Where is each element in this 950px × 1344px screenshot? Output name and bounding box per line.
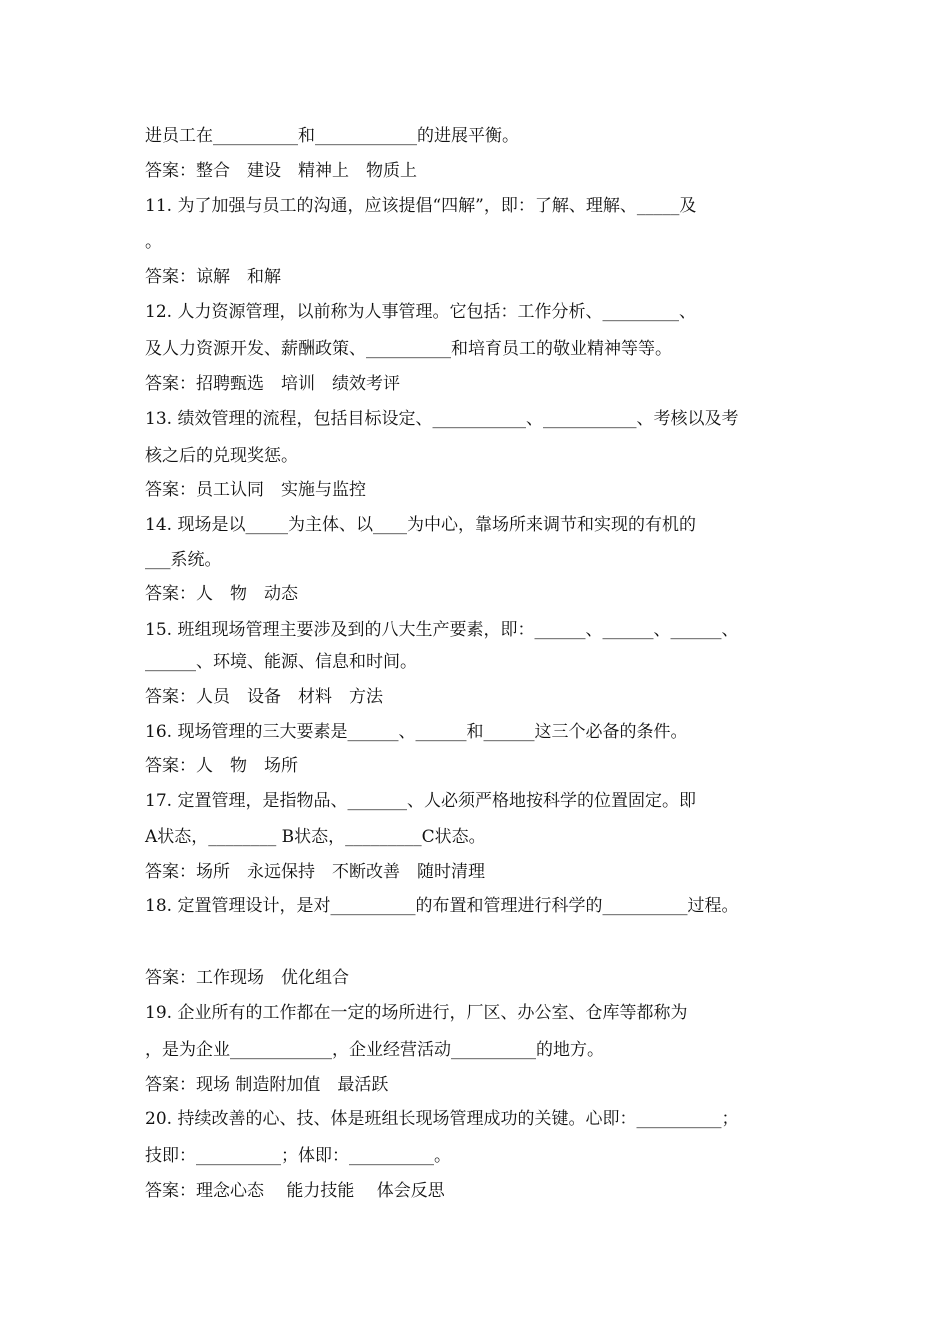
answer-line: 答案：人员 设备 材料 方法	[145, 687, 383, 707]
answer-line: 答案：理念心态 能力技能 体会反思	[145, 1181, 445, 1201]
question-11: 11. 为了加强与员工的沟通，应该提倡“四解”，即：了解、理解、_____及	[145, 196, 697, 216]
answer-line: 答案：人 物 场所	[145, 756, 298, 776]
question-12-cont: 及人力资源开发、薪酬政策、__________和培育员工的敬业精神等等。	[145, 339, 672, 359]
question-19-cont: ，是为企业____________，企业经营活动__________的地方。	[145, 1040, 604, 1060]
question-18: 18. 定置管理设计，是对__________的布置和管理进行科学的__________过程。	[145, 896, 739, 916]
answer-line: 答案：现场 制造附加值 最活跃	[145, 1075, 389, 1095]
question-13-cont: 核之后的兑现奖惩。	[145, 446, 298, 466]
answer-line: 答案：人 物 动态	[145, 584, 298, 604]
question-15: 15. 班组现场管理主要涉及到的八大生产要素，即：______、______、______、	[145, 620, 739, 640]
question-14: 14. 现场是以_____为主体、以____为中心，靠场所来调节和实现的有机的	[145, 515, 696, 535]
answer-line: 答案：谅解 和解	[145, 267, 281, 287]
question-15-cont: ______、环境、能源、信息和时间。	[145, 652, 417, 672]
text-line-1: 进员工在__________和____________的进展平衡。	[145, 126, 519, 146]
question-17: 17. 定置管理，是指物品、_______、人必须严格地按科学的位置固定。即	[145, 791, 696, 811]
question-13: 13. 绩效管理的流程，包括目标设定、___________、___________、考核以及考	[145, 409, 739, 429]
question-20: 20. 持续改善的心、技、体是班组长现场管理成功的关键。心即：__________；	[145, 1109, 739, 1129]
answer-line: 答案：场所 永远保持 不断改善 随时清理	[145, 862, 485, 882]
answer-line: 答案：整合 建设 精神上 物质上	[145, 161, 417, 181]
question-12: 12. 人力资源管理，以前称为人事管理。它包括：工作分析、_________、	[145, 302, 696, 322]
question-17-cont: A状态，________ B状态，_________C状态。	[145, 827, 486, 847]
question-14-cont: ___系统。	[145, 550, 222, 570]
answer-line: 答案：招聘甄选 培训 绩效考评	[145, 374, 400, 394]
answer-line: 答案：工作现场 优化组合	[145, 968, 349, 988]
question-16: 16. 现场管理的三大要素是______、______和______这三个必备的条件。	[145, 722, 688, 742]
question-19: 19. 企业所有的工作都在一定的场所进行，厂区、办公室、仓库等都称为	[145, 1003, 688, 1023]
question-20-cont: 技即：__________；体即：__________。	[145, 1146, 451, 1166]
question-11-cont: 。	[145, 232, 162, 252]
answer-line: 答案：员工认同 实施与监控	[145, 480, 366, 500]
